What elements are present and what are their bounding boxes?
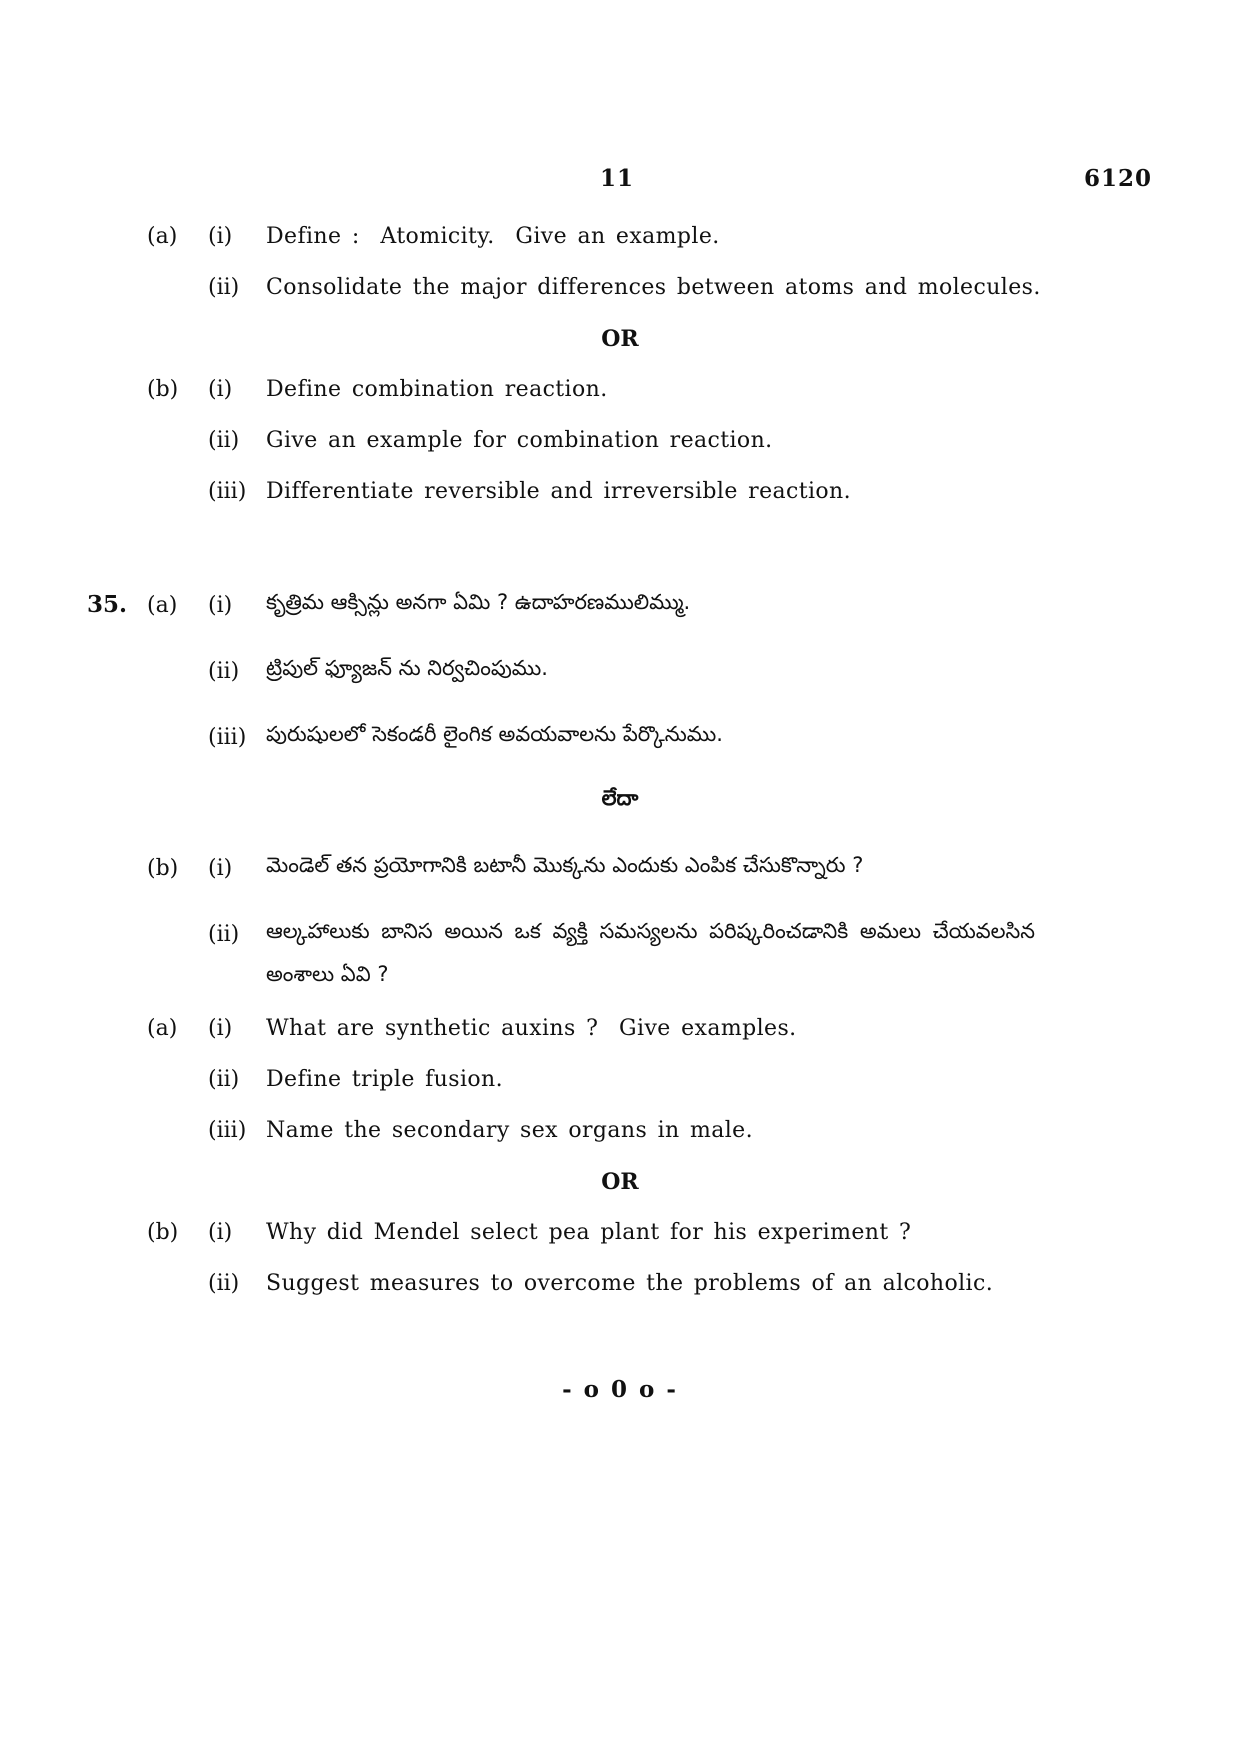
sub-ii-label: (ii) (208, 659, 240, 684)
question-text: Suggest measures to overcome the problems of an alcoholic. (266, 1271, 994, 1296)
sub-ii-label: (ii) (208, 1271, 240, 1296)
sub-i-label: (i) (208, 1220, 233, 1245)
option-a-label: (a) (147, 224, 178, 249)
sub-i-label: (i) (208, 377, 233, 402)
sub-i-label: (i) (208, 856, 233, 881)
question-text-telugu: పురుషులలో సెకండరీ లైంగిక అవయవాలను పేర్కొనుము. (266, 722, 723, 746)
question-text: Define : Atomicity. Give an example. (266, 224, 720, 249)
question-text: Consolidate the major differences between atoms and molecules. (266, 275, 1041, 300)
sub-iii-label: (iii) (208, 725, 247, 750)
or-separator: OR (601, 326, 639, 352)
question-text: Give an example for combination reaction. (266, 428, 773, 453)
question-text-telugu: ట్రిపుల్ ఫ్యూజన్ ను నిర్వచింపుము. (266, 656, 548, 680)
question-text: Differentiate reversible and irreversible reaction. (266, 479, 852, 504)
sub-ii-label: (ii) (208, 922, 240, 947)
option-a-label: (a) (147, 593, 178, 618)
option-a-label: (a) (147, 1016, 178, 1041)
sub-ii-label: (ii) (208, 275, 240, 300)
sub-i-label: (i) (208, 1016, 233, 1041)
sub-iii-label: (iii) (208, 1118, 247, 1143)
paper-code: 6120 (1084, 165, 1153, 192)
sub-ii-label: (ii) (208, 1067, 240, 1092)
question-number: 35. (87, 591, 128, 618)
question-text: Why did Mendel select pea plant for his experiment ? (266, 1220, 912, 1245)
sub-ii-label: (ii) (208, 428, 240, 453)
option-b-label: (b) (147, 377, 179, 402)
sub-i-label: (i) (208, 593, 233, 618)
question-text-telugu: ఆల్కహాలుకు బానిస అయిన ఒక వ్యక్తి సమస్యలను పరిష్కరించడానికి అమలు చేయవలసిన (266, 919, 1036, 943)
question-text: Name the secondary sex organs in male. (266, 1118, 753, 1143)
option-b-label: (b) (147, 856, 179, 881)
question-text: Define triple fusion. (266, 1067, 503, 1092)
question-text: Define combination reaction. (266, 377, 608, 402)
question-text: What are synthetic auxins ? Give examples. (266, 1016, 797, 1041)
option-b-label: (b) (147, 1220, 179, 1245)
sub-iii-label: (iii) (208, 479, 247, 504)
or-separator-telugu: లేదా (601, 786, 639, 810)
page-number: 11 (600, 165, 635, 192)
question-text-telugu: మెండెల్ తన ప్రయోగానికి బటానీ మొక్కను ఎందుకు ఎంపిక చేసుకొన్నారు ? (266, 853, 864, 877)
question-text-telugu-continued: అంశాలు ఏవి ? (266, 962, 389, 986)
or-separator: OR (601, 1169, 639, 1195)
end-of-paper-mark: - o 0 o - (562, 1376, 678, 1403)
sub-i-label: (i) (208, 224, 233, 249)
question-text-telugu: కృత్రిమ ఆక్సిన్లు అనగా ఏమి ? ఉదాహరణములిమ్ము. (266, 590, 691, 614)
